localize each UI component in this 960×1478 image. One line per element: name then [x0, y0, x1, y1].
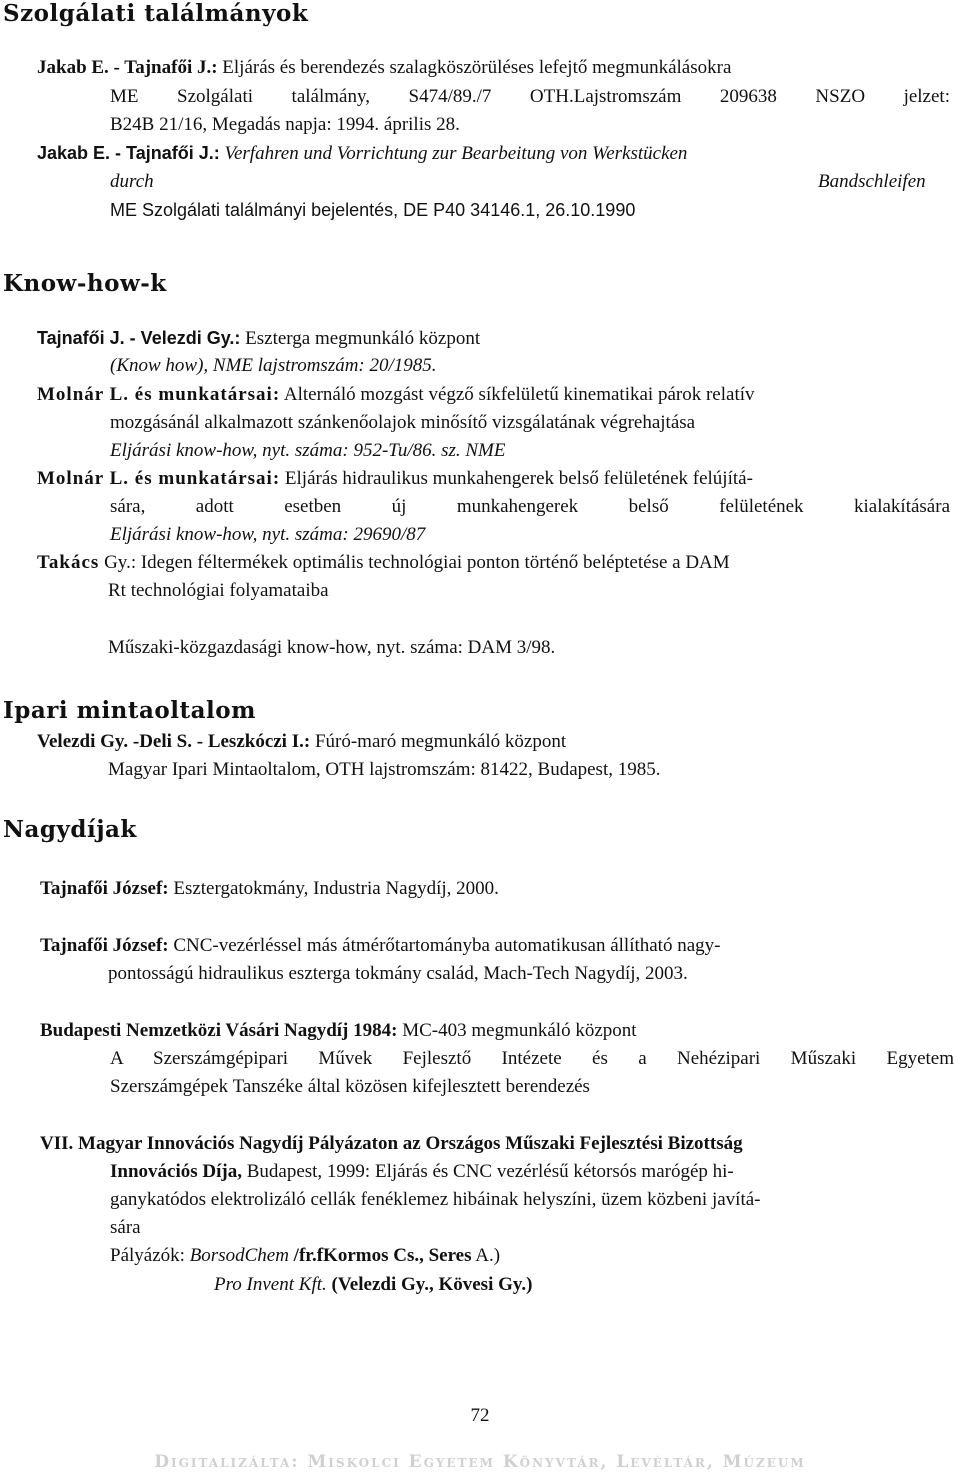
- entry-title: Budapest, 1999: Eljárás és CNC vezérlésű kétorsós marógép hi-: [246, 1161, 734, 1182]
- entry-author: Molnár L. és munkatársai:: [37, 384, 281, 405]
- entry-line: Rt technológiai folyamataiba: [108, 580, 329, 601]
- entry-line: pontosságú hidraulikus eszterga tokmány család, Mach-Tech Nagydíj, 2003.: [108, 963, 688, 984]
- section-title-knowhow: Know-how-k: [3, 270, 167, 297]
- digitization-footer: Digitalizálta: Miskolci Egyetem Könyvtár, Levéltár, Múzeum: [154, 1452, 806, 1472]
- applicant-company: BorsodChem: [189, 1245, 289, 1266]
- entry-line: A Szerszámgépipari Művek Fejlesztő Intézete és a Nehézipari Műszaki Egyetem: [110, 1048, 954, 1069]
- section-title-szolgalati: Szolgálati találmányok: [3, 0, 309, 27]
- section-title-ipari: Ipari mintaoltalom: [3, 697, 256, 724]
- entry-author-rest: Gy.:: [104, 552, 137, 573]
- entry-author: Takács: [37, 552, 100, 573]
- page-number: 72: [470, 1405, 490, 1426]
- entry-author: Tajnafői József:: [40, 878, 169, 899]
- entry-line: Eljárási know-how, nyt. száma: 952-Tu/86. sz. NME: [110, 440, 506, 461]
- entry-author: Tajnafői J. - Velezdi Gy.:: [37, 328, 241, 348]
- applicant-names: (Velezdi Gy., Kövesi Gy.): [331, 1274, 533, 1295]
- entry-author-cont: Innovációs Díja,: [110, 1161, 242, 1182]
- entry-title: Eszterga megmunkáló központ: [245, 328, 481, 349]
- entry-title: Idegen féltermékek optimális technológiai ponton történő beléptetése a DAM: [140, 552, 730, 573]
- entry-line: Bandschleifen: [818, 171, 926, 192]
- entry-author: Jakab E. - Tajnafői J.:: [37, 143, 220, 163]
- entry-line: (Know how), NME lajstromszám: 20/1985.: [110, 355, 437, 376]
- entry-line: Műszaki-közgazdasági know-how, nyt. száma: DAM 3/98.: [108, 637, 556, 658]
- entry-author: Tajnafői József:: [40, 935, 169, 956]
- applicants-label: Pályázók:: [110, 1245, 185, 1266]
- section-title-nagydijak: Nagydíjak: [3, 816, 137, 843]
- applicant-names-end: A.): [475, 1245, 501, 1266]
- entry-author: Jakab E. - Tajnafői J.:: [37, 57, 218, 78]
- applicant-names: /fr.fKormos Cs., Seres: [293, 1245, 472, 1266]
- entry-line: Eljárási know-how, nyt. száma: 29690/87: [110, 524, 426, 545]
- entry-line: ganykatódos elektrolizáló cellák fenéklemez hibáinak helyszíni, üzem közbeni javítá-: [110, 1189, 761, 1210]
- entry-line: ME Szolgálati találmányi bejelentés, DE P40 34146.1, 26.10.1990: [110, 200, 636, 220]
- entry-title: Eljárás hidraulikus munkahengerek belső felületének felújítá-: [284, 468, 753, 489]
- entry-line: ME Szolgálati találmány, S474/89./7 OTH.Lajstromszám 209638 NSZO jelzet:: [110, 86, 950, 107]
- entry-author: VII. Magyar Innovációs Nagydíj Pályázaton az Országos Műszaki Fejlesztési Bizottság: [40, 1133, 743, 1154]
- entry-author: Budapesti Nemzetközi Vásári Nagydíj 1984:: [40, 1020, 398, 1041]
- entry-line: sára: [110, 1217, 141, 1238]
- entry-title: Fúró-maró megmunkáló központ: [314, 731, 567, 752]
- applicant-company: Pro Invent Kft.: [214, 1274, 327, 1295]
- entry-line: Szerszámgépek Tanszéke által közösen kifejlesztett berendezés: [110, 1076, 590, 1097]
- entry-author: Molnár L. és munkatársai:: [37, 468, 281, 489]
- entry-line: durch: [110, 171, 154, 192]
- entry-author: Velezdi Gy. -Deli S. - Leszkóczi I.:: [37, 731, 311, 752]
- entry-title: CNC-vezérléssel más átmérőtartományba automatikusan állítható nagy-: [173, 935, 721, 956]
- entry-title: Alternáló mozgást végző síkfelületű kinematikai párok relatív: [283, 384, 755, 405]
- entry-title: Esztergatokmány, Industria Nagydíj, 2000.: [173, 878, 499, 899]
- entry-line: sára, adott esetben új munkahengerek belső felületének kialakítására: [110, 496, 950, 517]
- entry-title: MC-403 megmunkáló központ: [402, 1020, 637, 1041]
- entry-line: Magyar Ipari Mintaoltalom, OTH lajstromszám: 81422, Budapest, 1985.: [108, 759, 661, 780]
- entry-title: Verfahren und Vorrichtung zur Bearbeitung von Werkstücken: [224, 143, 688, 164]
- entry-line: B24B 21/16, Megadás napja: 1994. április 28.: [110, 114, 460, 135]
- entry-line: mozgásánál alkalmazott szánkenőolajok minősítő vizsgálatának végrehajtása: [110, 412, 696, 433]
- entry-title: Eljárás és berendezés szalagköszörüléses lefejtő megmunkálásokra: [222, 57, 732, 78]
